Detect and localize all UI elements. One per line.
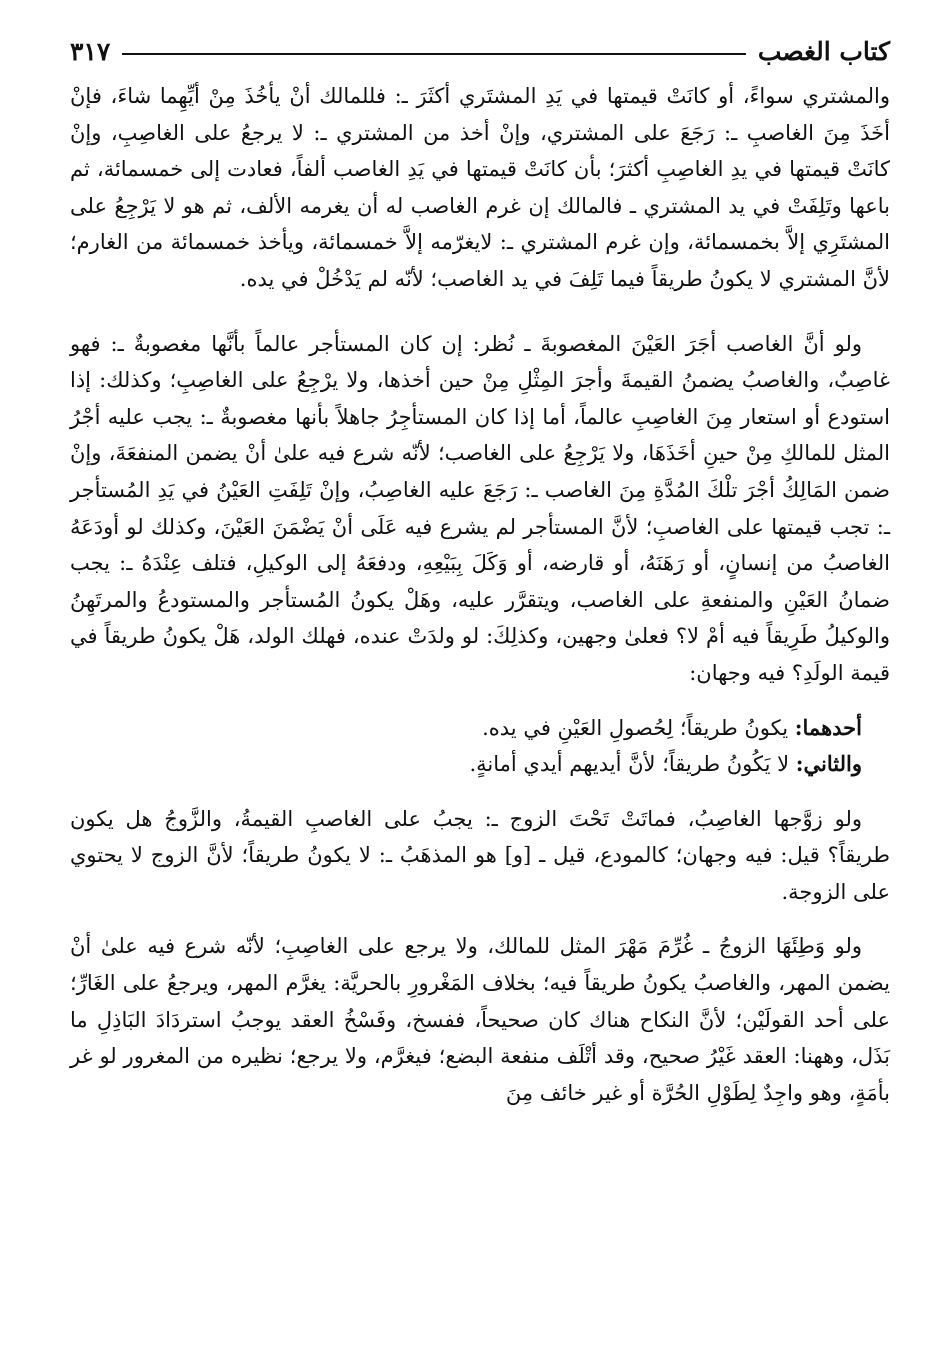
page-header xyxy=(70,30,890,72)
item-text: لا يَكُونُ طريقاً؛ لأنَّ أيديهم أيدي أمانةٍ. xyxy=(469,752,790,777)
paragraph-continuation: والمشتري سواءً، أو كانَتْ قيمتها في يَدِ المشتَري أكثَرَ ـ: فللمالك أنْ يأخُذَ مِنْ أيِّهِما شاءَ، فإنْ أخَذَ مِنَ الغاصبِ ـ: رَجَعَ على المشتري، وإنْ أخذ من المشتري ـ: لا يرجعُ على الغاصِبِ، وإنْ كانَتْ قيمتها في يدِ الغاصِبِ أكثرَ؛ بأن كانَتْ قيمتها في يَدِ الغاصب ألفاً، فعادت إلى خمسمائة، ثم باعها وتَلِفَتْ في يد المشتري ـ فالمالك إن غرم الغاصب له أن يغرمه الألف، ثم هو لا يَرْجِعُ على المشتَرِي إلاَّ بخمسمائة، وإن غرم المشتري ـ: لايغرّمه إلاَّ خمسمائة، ويأخذ خمسمائة من الغارم؛ لأنَّ المشتري لا يكونُ طريقاً فيما تَلِفَ في يد الغاصب؛ لأنّه لم يَدْخُلْ في يده. xyxy=(70,84,890,291)
item-lead: أحدهما: xyxy=(794,714,862,740)
paragraph-lease: ولو أنَّ الغاصب أجَرَ العَيْنَ المغصوبةَ ـ نُظر: إن كان المستأجر عالماً بأنَّها مغصوبةٌ ـ: فهو غاصِبٌ، والغاصبُ يضمنُ القيمةَ وأجرَ المِثْلِ مِنْ حين أخذها، ولا يرْجِعُ على الغاصِبِ؛ وكذلك: إذا استودع أو استعار مِنَ الغاصِبِ عالماً، أما إذا كان المستأجِرُ جاهلاً بأنها مغصوبةٌ ـ: يجب عليه أجْرُ المثل للمالكِ مِنْ حينِ أخَذَهَا، ولا يَرْجِعُ على الغاصب؛ لأنّه شرع فيه علىٰ أنْ يضمن المنفعَةَ، وإنْ ضمن المَالِكُ أجْرَ تلْكَ المُدَّةِ مِنَ الغاصب ـ: رَجَعَ عليه الغاصِبُ، وإنْ تَلِفَتِ العَيْنُ في يَدِ المُستأجر ـ: تجب قيمتها على الغاصبِ؛ لأنَّ المستأجر لم يشرع فيه عَلَى أنْ يَضْمَنَ العَيْنَ، وكذلك لو أودَعَهُ الغاصبُ من إنسانٍ، أو رَهَنَهُ، أو قارضه، أو وَكَلَ بِبَيْعِهِ، ودفعَهُ إلى الوكيلِ، فتلف عِنْدَهُ ـ: يجب ضمانُ العَيْنِ والمنفعةِ على الغاصب، ويتقرَّر عليه، وهَلْ يكونُ المُستأجر والمستودعُ والمرتَهِنُ والوكيلُ طَرِيقاً فيه أمْ لا؟ فعلىٰ وجهين، وكذلِكَ: لو ولدَتْ عنده، فهلك الولد، هَلْ يكونُ طريقاً في قيمة الولَدِ؟ فيه وجهان: xyxy=(70,331,890,685)
book-page xyxy=(70,30,890,1111)
header-rule xyxy=(122,53,746,55)
item-text: يكونُ طريقاً؛ لِحُصولِ العَيْنِ في يده. xyxy=(482,715,789,740)
list-item-first xyxy=(70,710,890,747)
item-lead: والثاني: xyxy=(795,751,862,777)
list-item-second xyxy=(70,746,890,783)
page-number: ٣١٧ xyxy=(70,36,111,66)
paragraph-marriage: ولو زوَّجها الغاصِبُ، فماتَتْ تَحْتَ الزوج ـ: يجبُ على الغاصبِ القيمةُ، والزَّوجُ هل يكون طريقاً؟ قيل: فيه وجهان؛ كالمودع، قيل ـ [و] هو المذهَبُ ـ: لا يكونُ طريقاً؛ لأنَّ الزوج لا يحتوي على الزوجة. xyxy=(70,806,890,904)
chapter-title: كتاب الغصب xyxy=(757,36,890,66)
paragraph-intercourse: ولو وَطِئَهَا الزوجُ ـ غُرِّمَ مَهْرَ المثل للمالك، ولا يرجع على الغاصِبِ؛ لأنّه شرع فيه علىٰ أنْ يضمن المهر، والغاصبُ يكونُ طريقاً فيه؛ بخلاف المَغْرورِ بالحريَّة: يغرَّم المهر، ويرجعُ على الغَارِّ؛ على أحد القولَيْن؛ لأنَّ النكاح هناك كان صحيحاً، ففسخ، وفَسْخُ العقد يوجبُ استردَادَ البَاذِلِ ما بَذَل، وههنا: العقد غَيْرُ صحيح، وقد أتْلَف منفعة البضع؛ فيغرَّم، ولا يرجع؛ نظيره من المغرور لو غر بأمَةٍ، وهو واجِدٌ لِطَوْلِ الحُرَّة أو غير خائف مِنَ xyxy=(70,934,890,1105)
